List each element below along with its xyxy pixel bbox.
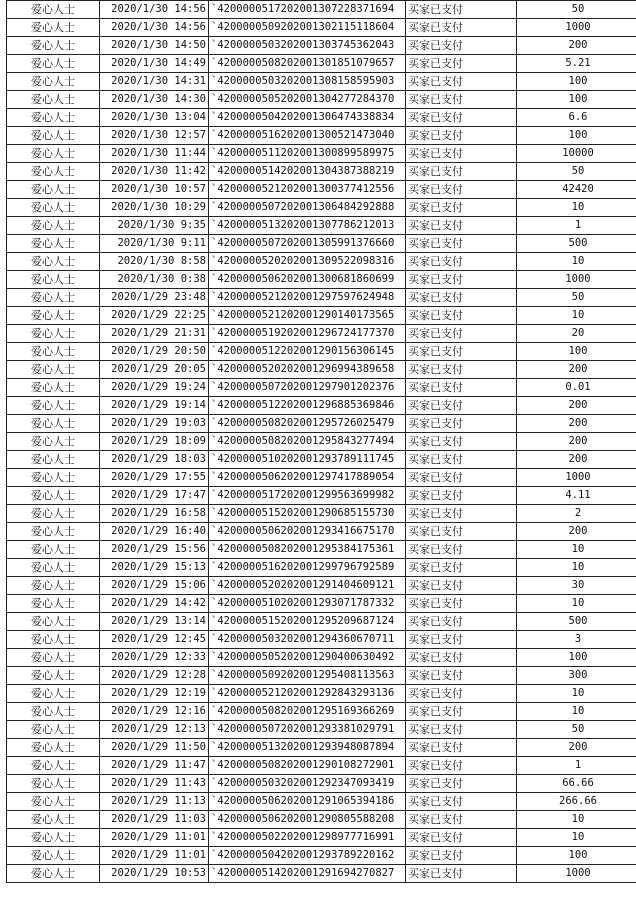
payment-time-cell: 2020/1/29 21:31 (100, 325, 209, 343)
payment-time-cell: 2020/1/29 17:47 (100, 487, 209, 505)
donor-name-cell: 爱心人士 (7, 613, 100, 631)
donor-name-cell: 爱心人士 (7, 667, 100, 685)
payment-time-cell: 2020/1/30 10:29 (100, 199, 209, 217)
payment-time-cell: 2020/1/29 23:48 (100, 289, 209, 307)
amount-cell: 10 (517, 703, 636, 721)
table-row (7, 91, 636, 109)
order-number-cell: `4200000511202001300899589975 (209, 145, 406, 163)
donor-name-cell: 爱心人士 (7, 307, 100, 325)
amount-cell: 10000 (517, 145, 636, 163)
order-number-cell: `4200000508202001295726025479 (209, 415, 406, 433)
payment-status-cell: 买家已支付 (406, 271, 517, 289)
payment-status-cell: 买家已支付 (406, 217, 517, 235)
table-row (7, 433, 636, 451)
order-number-cell: `4200000503202001292347093419 (209, 775, 406, 793)
amount-cell: 10 (517, 199, 636, 217)
order-number-cell: `4200000503202001303745362043 (209, 37, 406, 55)
amount-cell: 2 (517, 505, 636, 523)
table-row (7, 217, 636, 235)
table-row (7, 235, 636, 253)
donor-name-cell: 爱心人士 (7, 217, 100, 235)
table-row (7, 721, 636, 739)
order-number-cell: `4200000503202001294360670711 (209, 631, 406, 649)
table-row (7, 199, 636, 217)
payment-status-cell: 买家已支付 (406, 37, 517, 55)
amount-cell: 1000 (517, 271, 636, 289)
payment-time-cell: 2020/1/29 18:09 (100, 433, 209, 451)
order-number-cell: `4200000507202001305991376660 (209, 235, 406, 253)
amount-cell: 500 (517, 235, 636, 253)
payment-status-cell: 买家已支付 (406, 73, 517, 91)
payment-time-cell: 2020/1/29 12:19 (100, 685, 209, 703)
amount-cell: 4.11 (517, 487, 636, 505)
payment-time-cell: 2020/1/30 14:56 (100, 1, 209, 19)
donor-name-cell: 爱心人士 (7, 865, 100, 883)
payment-time-cell: 2020/1/29 19:24 (100, 379, 209, 397)
payment-status-cell: 买家已支付 (406, 721, 517, 739)
table-row (7, 865, 636, 883)
payment-time-cell: 2020/1/30 14:50 (100, 37, 209, 55)
payment-time-cell: 2020/1/29 12:33 (100, 649, 209, 667)
order-number-cell: `4200000507202001297901202376 (209, 379, 406, 397)
payment-status-cell: 买家已支付 (406, 91, 517, 109)
donor-name-cell: 爱心人士 (7, 199, 100, 217)
amount-cell: 1000 (517, 19, 636, 37)
order-number-cell: `4200000520202001309522098316 (209, 253, 406, 271)
payment-status-cell: 买家已支付 (406, 379, 517, 397)
order-number-cell: `4200000521202001297597624948 (209, 289, 406, 307)
order-number-cell: `4200000513202001293948087894 (209, 739, 406, 757)
order-number-cell: `4200000506202001291065394186 (209, 793, 406, 811)
donor-name-cell: 爱心人士 (7, 577, 100, 595)
payment-status-cell: 买家已支付 (406, 145, 517, 163)
donor-name-cell: 爱心人士 (7, 271, 100, 289)
payment-time-cell: 2020/1/30 11:44 (100, 145, 209, 163)
table-row (7, 145, 636, 163)
payment-time-cell: 2020/1/29 15:13 (100, 559, 209, 577)
table-row (7, 73, 636, 91)
amount-cell: 10 (517, 307, 636, 325)
payment-time-cell: 2020/1/29 16:58 (100, 505, 209, 523)
donor-name-cell: 爱心人士 (7, 703, 100, 721)
amount-cell: 200 (517, 739, 636, 757)
donor-name-cell: 爱心人士 (7, 343, 100, 361)
donor-name-cell: 爱心人士 (7, 451, 100, 469)
payment-time-cell: 2020/1/30 14:49 (100, 55, 209, 73)
table-row (7, 19, 636, 37)
donor-name-cell: 爱心人士 (7, 127, 100, 145)
table-row (7, 595, 636, 613)
amount-cell: 10 (517, 811, 636, 829)
order-number-cell: `4200000515202001290685155730 (209, 505, 406, 523)
donor-name-cell: 爱心人士 (7, 775, 100, 793)
payment-time-cell: 2020/1/29 12:28 (100, 667, 209, 685)
payment-status-cell: 买家已支付 (406, 109, 517, 127)
payment-status-cell: 买家已支付 (406, 703, 517, 721)
payment-time-cell: 2020/1/29 18:03 (100, 451, 209, 469)
order-number-cell: `4200000502202001298977716991 (209, 829, 406, 847)
payment-time-cell: 2020/1/30 10:57 (100, 181, 209, 199)
payment-status-cell: 买家已支付 (406, 307, 517, 325)
payment-time-cell: 2020/1/29 12:13 (100, 721, 209, 739)
order-number-cell: `4200000509202001302115118604 (209, 19, 406, 37)
payment-status-cell: 买家已支付 (406, 541, 517, 559)
amount-cell: 66.66 (517, 775, 636, 793)
amount-cell: 0.01 (517, 379, 636, 397)
amount-cell: 1000 (517, 865, 636, 883)
payment-status-cell: 买家已支付 (406, 667, 517, 685)
table-row (7, 1, 636, 19)
amount-cell: 200 (517, 37, 636, 55)
donor-name-cell: 爱心人士 (7, 793, 100, 811)
amount-cell: 1000 (517, 469, 636, 487)
donor-name-cell: 爱心人士 (7, 109, 100, 127)
amount-cell: 266.66 (517, 793, 636, 811)
donor-name-cell: 爱心人士 (7, 595, 100, 613)
order-number-cell: `4200000519202001296724177370 (209, 325, 406, 343)
payment-time-cell: 2020/1/29 19:14 (100, 397, 209, 415)
payment-status-cell: 买家已支付 (406, 487, 517, 505)
amount-cell: 10 (517, 253, 636, 271)
payment-status-cell: 买家已支付 (406, 595, 517, 613)
payment-time-cell: 2020/1/30 14:56 (100, 19, 209, 37)
payment-time-cell: 2020/1/30 9:11 (100, 235, 209, 253)
order-number-cell: `4200000507202001306484292888 (209, 199, 406, 217)
table-row (7, 685, 636, 703)
donor-name-cell: 爱心人士 (7, 361, 100, 379)
payment-time-cell: 2020/1/29 11:01 (100, 829, 209, 847)
payment-status-cell: 买家已支付 (406, 451, 517, 469)
payment-status-cell: 买家已支付 (406, 739, 517, 757)
payment-time-cell: 2020/1/29 11:01 (100, 847, 209, 865)
order-number-cell: `4200000503202001308158595903 (209, 73, 406, 91)
payment-status-cell: 买家已支付 (406, 127, 517, 145)
table-row (7, 829, 636, 847)
donor-name-cell: 爱心人士 (7, 37, 100, 55)
table-row (7, 793, 636, 811)
amount-cell: 50 (517, 1, 636, 19)
amount-cell: 100 (517, 343, 636, 361)
table-row (7, 109, 636, 127)
payment-status-cell: 买家已支付 (406, 469, 517, 487)
amount-cell: 100 (517, 127, 636, 145)
order-number-cell: `4200000504202001293789220162 (209, 847, 406, 865)
donor-name-cell: 爱心人士 (7, 811, 100, 829)
table-row (7, 415, 636, 433)
table-row (7, 703, 636, 721)
payment-status-cell: 买家已支付 (406, 433, 517, 451)
table-row (7, 361, 636, 379)
amount-cell: 10 (517, 829, 636, 847)
payment-time-cell: 2020/1/30 9:35 (100, 217, 209, 235)
payment-time-cell: 2020/1/30 14:30 (100, 91, 209, 109)
order-number-cell: `4200000506202001293416675170 (209, 523, 406, 541)
table-row (7, 181, 636, 199)
amount-cell: 1 (517, 217, 636, 235)
order-number-cell: `4200000508202001301851079657 (209, 55, 406, 73)
payment-status-cell: 买家已支付 (406, 757, 517, 775)
amount-cell: 10 (517, 595, 636, 613)
payment-status-cell: 买家已支付 (406, 559, 517, 577)
table-row (7, 523, 636, 541)
table-row (7, 37, 636, 55)
table-row (7, 271, 636, 289)
amount-cell: 100 (517, 91, 636, 109)
donor-name-cell: 爱心人士 (7, 757, 100, 775)
payment-status-cell: 买家已支付 (406, 577, 517, 595)
amount-cell: 200 (517, 523, 636, 541)
donor-name-cell: 爱心人士 (7, 847, 100, 865)
table-row (7, 163, 636, 181)
order-number-cell: `4200000521202001300377412556 (209, 181, 406, 199)
payment-time-cell: 2020/1/29 11:03 (100, 811, 209, 829)
amount-cell: 10 (517, 559, 636, 577)
donor-name-cell: 爱心人士 (7, 73, 100, 91)
payment-status-cell: 买家已支付 (406, 55, 517, 73)
order-number-cell: `4200000506202001300681860699 (209, 271, 406, 289)
order-number-cell: `4200000508202001295169366269 (209, 703, 406, 721)
payment-time-cell: 2020/1/30 12:57 (100, 127, 209, 145)
payment-time-cell: 2020/1/29 17:55 (100, 469, 209, 487)
amount-cell: 42420 (517, 181, 636, 199)
table-row (7, 397, 636, 415)
table-row (7, 505, 636, 523)
payment-status-cell: 买家已支付 (406, 775, 517, 793)
donor-name-cell: 爱心人士 (7, 235, 100, 253)
order-number-cell: `4200000515202001295209687124 (209, 613, 406, 631)
order-number-cell: `4200000509202001295408113563 (209, 667, 406, 685)
amount-cell: 20 (517, 325, 636, 343)
order-number-cell: `4200000506202001297417889054 (209, 469, 406, 487)
payment-time-cell: 2020/1/30 13:04 (100, 109, 209, 127)
payment-status-cell: 买家已支付 (406, 199, 517, 217)
table-row (7, 667, 636, 685)
amount-cell: 50 (517, 289, 636, 307)
payment-status-cell: 买家已支付 (406, 847, 517, 865)
donor-name-cell: 爱心人士 (7, 289, 100, 307)
donor-name-cell: 爱心人士 (7, 469, 100, 487)
payment-time-cell: 2020/1/30 0:38 (100, 271, 209, 289)
order-number-cell: `4200000506202001290805588208 (209, 811, 406, 829)
donor-name-cell: 爱心人士 (7, 91, 100, 109)
donor-name-cell: 爱心人士 (7, 523, 100, 541)
payment-status-cell: 买家已支付 (406, 325, 517, 343)
payment-status-cell: 买家已支付 (406, 523, 517, 541)
donor-name-cell: 爱心人士 (7, 325, 100, 343)
donor-name-cell: 爱心人士 (7, 541, 100, 559)
payment-status-cell: 买家已支付 (406, 343, 517, 361)
order-number-cell: `4200000516202001300521473040 (209, 127, 406, 145)
payment-time-cell: 2020/1/30 8:58 (100, 253, 209, 271)
payment-time-cell: 2020/1/29 11:13 (100, 793, 209, 811)
payment-time-cell: 2020/1/29 10:53 (100, 865, 209, 883)
amount-cell: 500 (517, 613, 636, 631)
donor-name-cell: 爱心人士 (7, 163, 100, 181)
order-number-cell: `4200000504202001306474338834 (209, 109, 406, 127)
table-row (7, 847, 636, 865)
donor-name-cell: 爱心人士 (7, 379, 100, 397)
amount-cell: 10 (517, 685, 636, 703)
payment-status-cell: 买家已支付 (406, 505, 517, 523)
order-number-cell: `4200000507202001293381029791 (209, 721, 406, 739)
table-row (7, 379, 636, 397)
amount-cell: 200 (517, 433, 636, 451)
table-row (7, 631, 636, 649)
donor-name-cell: 爱心人士 (7, 559, 100, 577)
table-row (7, 613, 636, 631)
payment-time-cell: 2020/1/29 20:05 (100, 361, 209, 379)
payment-time-cell: 2020/1/29 11:50 (100, 739, 209, 757)
order-number-cell: `4200000517202001299563699982 (209, 487, 406, 505)
payment-time-cell: 2020/1/29 19:03 (100, 415, 209, 433)
table-row (7, 811, 636, 829)
payment-status-cell: 买家已支付 (406, 613, 517, 631)
table-row (7, 289, 636, 307)
table-row (7, 469, 636, 487)
amount-cell: 300 (517, 667, 636, 685)
payment-status-cell: 买家已支付 (406, 1, 517, 19)
amount-cell: 6.6 (517, 109, 636, 127)
amount-cell: 10 (517, 541, 636, 559)
order-number-cell: `4200000505202001304277284370 (209, 91, 406, 109)
amount-cell: 200 (517, 397, 636, 415)
amount-cell: 1 (517, 757, 636, 775)
payment-status-cell: 买家已支付 (406, 397, 517, 415)
order-number-cell: `4200000512202001290156306145 (209, 343, 406, 361)
order-number-cell: `4200000508202001295843277494 (209, 433, 406, 451)
payment-status-cell: 买家已支付 (406, 163, 517, 181)
donation-table (6, 0, 636, 883)
table-row (7, 307, 636, 325)
payment-status-cell: 买家已支付 (406, 181, 517, 199)
table-row (7, 127, 636, 145)
payment-status-cell: 买家已支付 (406, 811, 517, 829)
order-number-cell: `4200000505202001290400630492 (209, 649, 406, 667)
amount-cell: 100 (517, 649, 636, 667)
donor-name-cell: 爱心人士 (7, 145, 100, 163)
amount-cell: 200 (517, 361, 636, 379)
order-number-cell: `4200000516202001299796792589 (209, 559, 406, 577)
table-row (7, 325, 636, 343)
payment-status-cell: 买家已支付 (406, 685, 517, 703)
table-row (7, 343, 636, 361)
payment-time-cell: 2020/1/29 22:25 (100, 307, 209, 325)
order-number-cell: `4200000513202001307786212013 (209, 217, 406, 235)
order-number-cell: `4200000514202001291694270827 (209, 865, 406, 883)
payment-status-cell: 买家已支付 (406, 289, 517, 307)
donor-name-cell: 爱心人士 (7, 829, 100, 847)
table-row (7, 739, 636, 757)
order-number-cell: `4200000508202001295384175361 (209, 541, 406, 559)
donor-name-cell: 爱心人士 (7, 415, 100, 433)
order-number-cell: `4200000512202001296885369846 (209, 397, 406, 415)
donor-name-cell: 爱心人士 (7, 19, 100, 37)
donor-name-cell: 爱心人士 (7, 55, 100, 73)
payment-time-cell: 2020/1/29 14:42 (100, 595, 209, 613)
table-row (7, 775, 636, 793)
payment-status-cell: 买家已支付 (406, 865, 517, 883)
order-number-cell: `4200000520202001291404609121 (209, 577, 406, 595)
donor-name-cell: 爱心人士 (7, 505, 100, 523)
order-number-cell: `4200000510202001293071787332 (209, 595, 406, 613)
table-row (7, 487, 636, 505)
table-row (7, 559, 636, 577)
amount-cell: 50 (517, 163, 636, 181)
order-number-cell: `4200000520202001296994389658 (209, 361, 406, 379)
payment-time-cell: 2020/1/29 11:43 (100, 775, 209, 793)
payment-status-cell: 买家已支付 (406, 631, 517, 649)
table-row (7, 577, 636, 595)
donor-name-cell: 爱心人士 (7, 739, 100, 757)
donor-name-cell: 爱心人士 (7, 649, 100, 667)
donor-name-cell: 爱心人士 (7, 253, 100, 271)
payment-time-cell: 2020/1/29 20:50 (100, 343, 209, 361)
amount-cell: 5.21 (517, 55, 636, 73)
payment-status-cell: 买家已支付 (406, 649, 517, 667)
donor-name-cell: 爱心人士 (7, 433, 100, 451)
amount-cell: 200 (517, 451, 636, 469)
payment-time-cell: 2020/1/29 11:47 (100, 757, 209, 775)
table-row (7, 541, 636, 559)
donor-name-cell: 爱心人士 (7, 631, 100, 649)
payment-status-cell: 买家已支付 (406, 829, 517, 847)
payment-time-cell: 2020/1/29 16:40 (100, 523, 209, 541)
payment-status-cell: 买家已支付 (406, 415, 517, 433)
donor-name-cell: 爱心人士 (7, 181, 100, 199)
payment-time-cell: 2020/1/29 12:45 (100, 631, 209, 649)
payment-time-cell: 2020/1/29 15:56 (100, 541, 209, 559)
order-number-cell: `4200000521202001290140173565 (209, 307, 406, 325)
table-row (7, 451, 636, 469)
payment-time-cell: 2020/1/30 11:42 (100, 163, 209, 181)
amount-cell: 30 (517, 577, 636, 595)
order-number-cell: `4200000508202001290108272901 (209, 757, 406, 775)
payment-status-cell: 买家已支付 (406, 253, 517, 271)
donor-name-cell: 爱心人士 (7, 721, 100, 739)
amount-cell: 50 (517, 721, 636, 739)
payment-time-cell: 2020/1/30 14:31 (100, 73, 209, 91)
amount-cell: 200 (517, 415, 636, 433)
order-number-cell: `4200000514202001304387388219 (209, 163, 406, 181)
payment-status-cell: 买家已支付 (406, 793, 517, 811)
table-row (7, 757, 636, 775)
amount-cell: 100 (517, 847, 636, 865)
donor-name-cell: 爱心人士 (7, 1, 100, 19)
table-row (7, 253, 636, 271)
amount-cell: 3 (517, 631, 636, 649)
payment-status-cell: 买家已支付 (406, 235, 517, 253)
order-number-cell: `4200000521202001292843293136 (209, 685, 406, 703)
payment-status-cell: 买家已支付 (406, 361, 517, 379)
amount-cell: 100 (517, 73, 636, 91)
payment-status-cell: 买家已支付 (406, 19, 517, 37)
payment-time-cell: 2020/1/29 15:06 (100, 577, 209, 595)
payment-time-cell: 2020/1/29 12:16 (100, 703, 209, 721)
order-number-cell: `4200000510202001293789111745 (209, 451, 406, 469)
table-row (7, 55, 636, 73)
order-number-cell: `4200000517202001307228371694 (209, 1, 406, 19)
donor-name-cell: 爱心人士 (7, 685, 100, 703)
donor-name-cell: 爱心人士 (7, 487, 100, 505)
donation-table-body (7, 1, 636, 883)
payment-time-cell: 2020/1/29 13:14 (100, 613, 209, 631)
donor-name-cell: 爱心人士 (7, 397, 100, 415)
table-row (7, 649, 636, 667)
